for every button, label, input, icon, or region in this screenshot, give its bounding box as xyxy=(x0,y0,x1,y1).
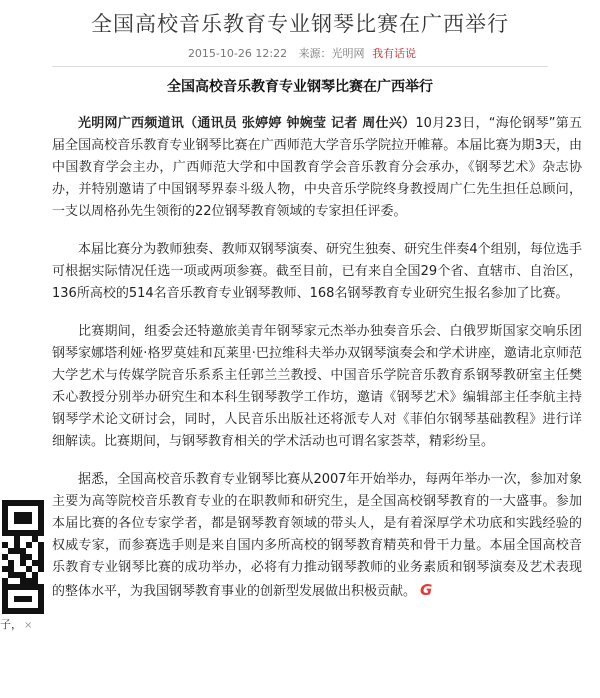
article-paragraph-1 xyxy=(52,113,582,223)
page-title: 全国高校音乐教育专业钢琴比赛在广西举行 xyxy=(91,12,509,36)
article-paragraph-4 xyxy=(52,469,582,603)
publish-date: 2015-10-26 12:22 xyxy=(187,47,288,60)
paragraph-1-text: 10月23日，“海伦钢琴”第五届全国高校音乐教育专业钢琴比赛在广西师范大学音乐学院拉开帷幕。本届比赛为期3天，由中国教育学会主办，广西师范大学和中国教育学会音乐教育分会承办，《钢琴艺术》杂志协办，并特别邀请了中国钢琴界泰斗级人物，中央音乐学院终身教授周广仁先生担任总顾问，一支以周格孙先生领衔的22位钢琴教育领域的专家担任评委。 xyxy=(52,116,582,219)
article-source: 来源：光明网 xyxy=(298,47,365,60)
article-body xyxy=(52,113,582,603)
guangming-logo-icon: G xyxy=(420,581,433,599)
article-paragraph-2: 本届比赛分为教师独奏、教师双钢琴演奏、研究生独奏、研究生伴奏4个组别，每位选手可根据实际情况任选一项或两项参赛。截至目前，已有来自全国29个省、直辖市、自治区，136所高校的514名音乐教育专业钢琴教师、168名钢琴教育专业研究生报名参加了比赛。 xyxy=(52,242,582,301)
article-subtitle: 全国高校音乐教育专业钢琴比赛在广西举行 xyxy=(167,79,433,95)
header-divider xyxy=(52,66,548,67)
qr-share-widget[interactable] xyxy=(0,500,46,628)
paragraph-4-text: 据悉，全国高校音乐教育专业钢琴比赛从2007年开始举办，每两年举办一次，参加对象主要为高等院校音乐教育专业的在职教师和研究生，是全国高校钢琴教育的一大盛事。参加本届比赛的各位专家学者，都是钢琴教育领域的带头人，是有着深厚学术功底和实践经验的权威专家，而参赛选手则是来自国内多所高校的钢琴教育精英和骨干力量。本届全国高校音乐教育专业钢琴比赛的成功举办，必将有力推动钢琴教师的业务素质和钢琴演奏及艺术表现的整体水平，为我国钢琴教育事业的创新型发展做出积极贡献。 xyxy=(52,472,582,599)
qr-caption: 子， xyxy=(0,618,22,631)
close-icon[interactable]: × xyxy=(24,620,33,631)
article-paragraph-3: 比赛期间，组委会还特邀旅美青年钢琴家元杰举办独奏音乐会、白俄罗斯国家交响乐团钢琴家娜塔利娅·格罗莫娃和瓦莱里·巴拉维科夫举办双钢琴演奏会和学术讲座，邀请北京师范大学艺术与传媒学院音乐系系主任郭兰兰教授、中国音乐学院音乐教育系钢琴教研室主任樊禾心教授分别举办研究生和本科生钢琴教学工作坊，邀请《钢琴艺术》编辑部主任李航主持钢琴学术论文研讨会，同时，人民音乐出版社还将派专人对《菲伯尔钢琴基础教程》进行详细解读。比赛期间，与钢琴教育相关的学术活动也可谓名家荟萃，精彩纷呈。 xyxy=(52,324,582,449)
article-meta xyxy=(0,45,600,61)
article-lead: 光明网广西频道讯（通讯员 张婷婷 钟婉莹 记者 周仕兴） xyxy=(78,116,416,131)
comment-link[interactable]: 我有话说 xyxy=(372,47,417,60)
qr-code-icon xyxy=(2,500,44,612)
